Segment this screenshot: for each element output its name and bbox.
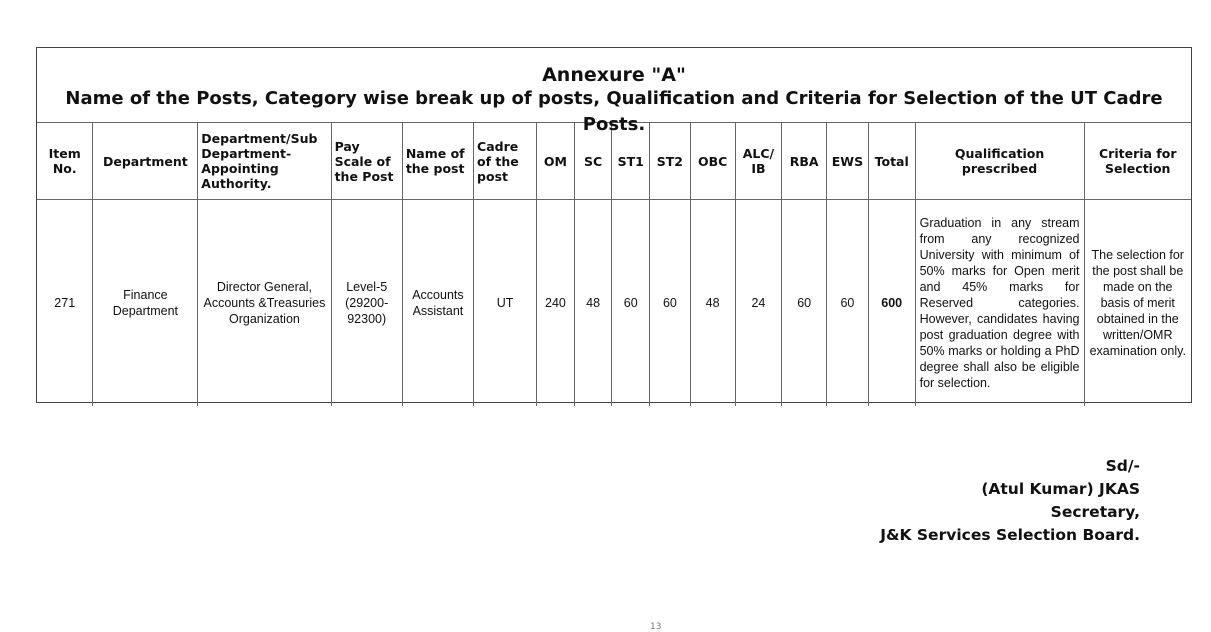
header-rba: RBA: [782, 123, 827, 200]
cell-qualification: Graduation in any stream from any recognized University with minimum of 50% marks for Open merit and 45% marks for Reserved categories. However, candidates having post graduation degree with 50% marks or holding a PhD degree shall also be eligible for selection.: [915, 200, 1084, 407]
table-row: [37, 200, 1191, 407]
header-qualification: Qualification prescribed: [915, 123, 1084, 200]
cell-om: 240: [537, 200, 575, 407]
cell-alc-ib: 24: [735, 200, 782, 407]
cell-department: Finance Department: [93, 200, 198, 407]
header-pay-scale: Pay Scale of the Post: [331, 123, 402, 200]
signatory-designation: Secretary,: [1050, 503, 1140, 521]
header-obc: OBC: [690, 123, 735, 200]
header-st1: ST1: [612, 123, 650, 200]
header-alc-ib: ALC/ IB: [735, 123, 782, 200]
annexure-title: Annexure "A": [542, 64, 686, 86]
header-cadre: Cadre of the post: [474, 123, 537, 200]
cell-total: 600: [868, 200, 915, 407]
cell-sub-department: Director General, Accounts &Treasuries Organization: [198, 200, 331, 407]
signature-sd: Sd/-: [1105, 457, 1140, 475]
signature-block: [860, 455, 1140, 547]
header-st2: ST2: [650, 123, 691, 200]
signatory-organization: J&K Services Selection Board.: [880, 526, 1140, 544]
cell-pay-scale: Level-5 (29200-92300): [331, 200, 402, 407]
header-sub-department: Department/Sub Department- Appointing Authority.: [198, 123, 331, 200]
posts-table: [37, 122, 1191, 406]
cell-rba: 60: [782, 200, 827, 407]
annexure-table-frame: [36, 47, 1192, 403]
signatory-name: (Atul Kumar) JKAS: [981, 480, 1140, 498]
header-ews: EWS: [827, 123, 869, 200]
title-block: [37, 48, 1191, 135]
header-criteria: Criteria for Selection: [1084, 123, 1191, 200]
cell-criteria: The selection for the post shall be made on the basis of merit obtained in the written/OMR examination only.: [1084, 200, 1191, 407]
header-sc: SC: [574, 123, 612, 200]
cell-cadre: UT: [474, 200, 537, 407]
cell-st2: 60: [650, 200, 691, 407]
page-number: 13: [650, 622, 662, 632]
cell-st1: 60: [612, 200, 650, 407]
cell-obc: 48: [690, 200, 735, 407]
cell-post-name: Accounts Assistant: [402, 200, 473, 407]
cell-sc: 48: [574, 200, 612, 407]
header-post-name: Name of the post: [402, 123, 473, 200]
header-department: Department: [93, 123, 198, 200]
cell-ews: 60: [827, 200, 869, 407]
header-total: Total: [868, 123, 915, 200]
header-item-no: Item No.: [37, 123, 93, 200]
cell-item-no: 271: [37, 200, 93, 407]
annexure-subtitle: Name of the Posts, Category wise break up of posts, Qualification and Criteria for Selection of the UT Cadre Posts.: [65, 88, 1163, 135]
header-om: OM: [537, 123, 575, 200]
